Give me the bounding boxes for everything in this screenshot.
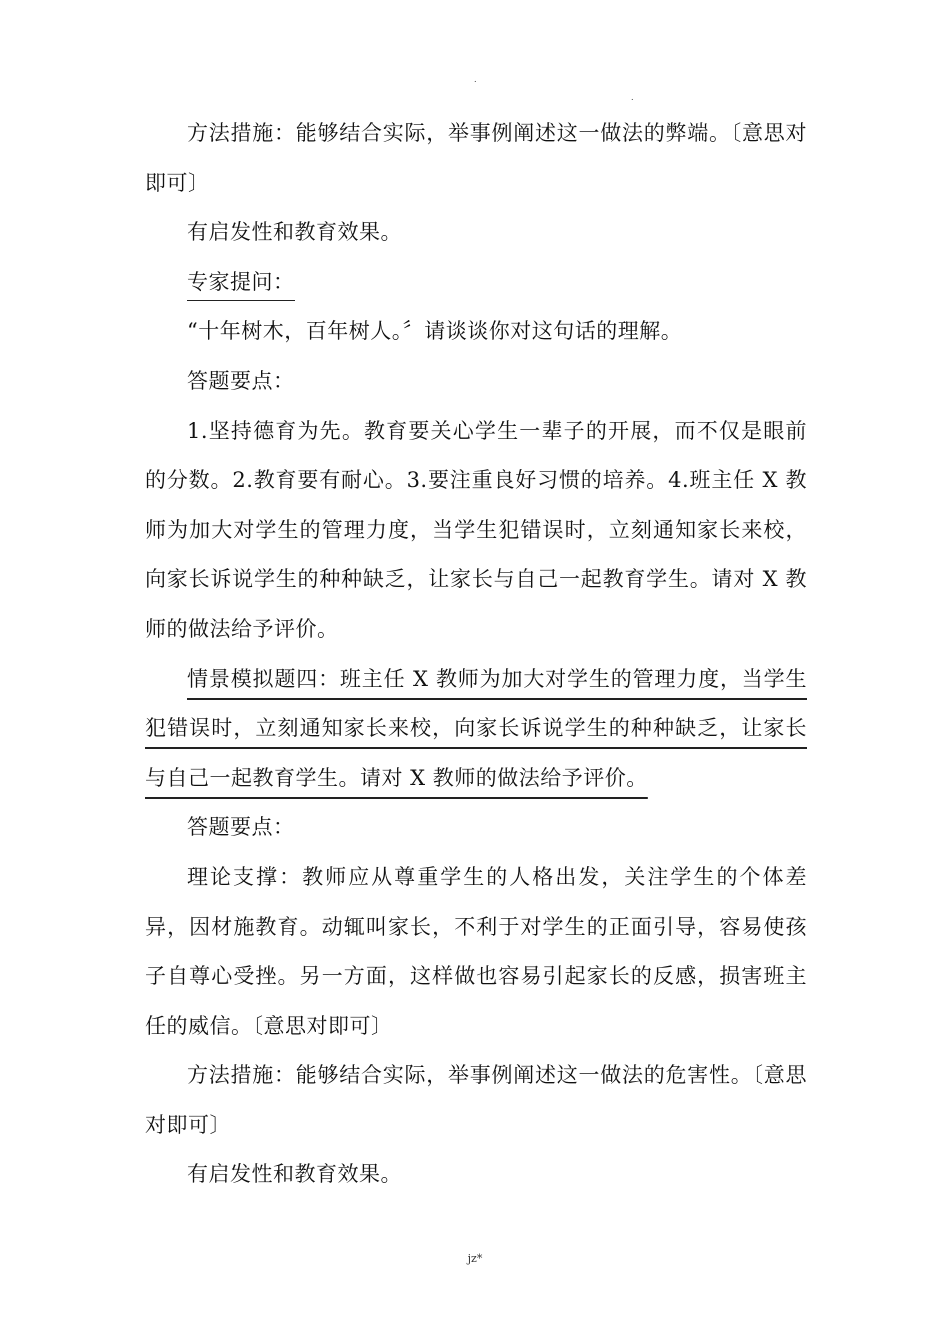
- paragraph-answer-list: 1.坚持德育为先。教育要关心学生一辈子的开展，而不仅是眼前的分数。2.教育要有耐心。3.要注重良好习惯的培养。4.班主任 X 教师为加大对学生的管理力度，当学生犯错误时，立刻通知家长来校，向家长诉说学生的种种缺乏，让家长与自己一起教育学生。请对 X 教师的做法给予评价。: [145, 418, 807, 641]
- paragraph-answer-points-1: 答题要点：: [187, 368, 295, 393]
- paragraph-inspiring-2: 有启发性和教育效果。: [187, 1162, 402, 1187]
- paragraph-method-measures-2: 方法措施：能够结合实际，举事例阐述这一做法的危害性。〔意思对即可〕: [145, 1063, 807, 1137]
- paragraph-theory-support: 理论支撑：教师应从尊重学生的人格出发，关注学生的个体差异，因材施教育。动辄叫家长，不利于对学生的正面引导，容易使孩子自尊心受挫。另一方面，这样做也容易引起家长的反感，损害班主任的威信。〔意思对即可〕: [145, 864, 807, 1038]
- page-footer: jz*: [467, 1252, 483, 1265]
- paragraph-question-text: “十年树木，百年树人。〞请谈谈你对这句话的理解。: [187, 319, 683, 344]
- header-dot-right: .: [631, 93, 634, 102]
- paragraph-expert-question: [145, 258, 807, 308]
- paragraph-scenario-four: [145, 655, 807, 804]
- document-body: [145, 109, 807, 1200]
- scenario-four-text: 情景模拟题四：班主任 X 教师为加大对学生的管理力度，当学生犯错误时，立刻通知家长来校，向家长诉说学生的种种缺乏，让家长与自己一起教育学生。请对 X 教师的做法给予评价。: [145, 666, 807, 790]
- expert-question-heading: 专家提问：: [187, 270, 295, 301]
- paragraph-answer-points-2: 答题要点：: [187, 815, 295, 840]
- paragraph-method-measures-1: 方法措施：能够结合实际，举事例阐述这一做法的弊端。〔意思对即可〕: [145, 121, 807, 195]
- header-dot-left: .: [474, 75, 477, 84]
- paragraph-inspiring-1: 有启发性和教育效果。: [187, 220, 402, 245]
